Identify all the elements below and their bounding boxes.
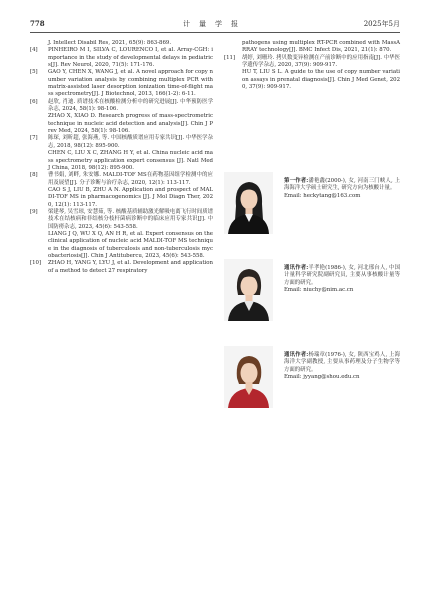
author-role-label: 通讯作者: (284, 265, 309, 271)
reference-text: ZHAO H, YANG Y, LYU J, et al. Development and application of a method to detect 27 respiratory (48, 260, 213, 274)
reference-text-cn: 赵欣, 肖迪. 质谱技术在核酸检测分析中的研究进展[J]. 中华预防医学杂志, 2024, 58(1): 98-106. (48, 98, 213, 113)
page-header (30, 18, 400, 30)
author-photo (224, 172, 273, 234)
reference-text-cn: 梁建琴, 吴雪琼, 安慧茹, 等. 核酸基质辅助激光解吸电离飞行时间质谱技术在结核病和非结核分枝杆菌病诊断中的临床应用专家共识[J]. 中国防痨杂志, 2023, 45(6): 543-558. (48, 208, 213, 230)
header-rule (30, 32, 400, 33)
reference-item (30, 260, 213, 275)
reference-text: J. Intellect Disabil Res, 2021, 65(9): 863-869. (48, 40, 172, 46)
reference-number: [6] (30, 98, 38, 105)
author-profile-corresponding (224, 346, 400, 416)
reference-item (30, 40, 213, 47)
author-portrait-icon (224, 172, 273, 234)
reference-text-en: HU T, LIU S L. A guide to the use of copy number variation assays in prenatal diagnosis[J]. Chin J Med Genet, 2020, 37(9): 909-917. (242, 69, 400, 91)
author-description: 潘艳鑫(2000-), 女, 河南三门峡人, 上海海洋大学硕士研究生, 研究方向为核酸计量。 (284, 178, 400, 192)
author-bio (284, 178, 400, 200)
reference-number: [5] (30, 69, 38, 76)
page-number: 778 (30, 19, 45, 28)
author-email[interactable]: Email: niuchy@nim.ac.cn (284, 287, 354, 294)
reference-item (30, 135, 213, 172)
author-description: 杨瑞章(1976-), 女, 陕西宝鸡人, 上海海洋大学副教授, 主要从事药理及分子生物学等方面的研究。 (284, 352, 400, 373)
reference-text: pathogens using multiplex RT-PCR combined with MassARRAY technology[J]. BMC Infect Dis, 2021, 21(1): 870. (242, 40, 400, 54)
reference-item (30, 172, 213, 209)
reference-item (224, 55, 400, 92)
reference-item (30, 99, 213, 136)
reference-text-en: CHEN C, LIU X C, ZHANG H Y, et al. China nucleic acid mass spectrometry application expert consensus [J]. Natl Med J China, 2018, 98(12): 895-900. (48, 150, 213, 171)
journal-title: 计量学报 (183, 20, 247, 28)
reference-number: [9] (30, 208, 38, 215)
author-portrait-icon (224, 259, 273, 321)
reference-item (224, 40, 400, 55)
reference-item (30, 47, 213, 69)
author-role-label: 第一作者: (284, 178, 309, 184)
author-email[interactable]: Email: heckytang@163.com (284, 192, 361, 199)
reference-text-en: LIANG J Q, WU X Q, AN H R, et al. Expert consensus on the clinical application of nucleic acid MALDI-TOF MS technique in the diagnosis of tuberculosis and non-tuberculosis mycobacteriosis[J]. Chin J Antitubercu, 2023, 45(6): 543-558. (48, 230, 213, 259)
author-profile-corresponding (224, 259, 400, 329)
author-email[interactable]: Email: jyyang@shou.edu.cn (284, 374, 360, 381)
author-profile-first (224, 172, 400, 242)
reference-text: GAO Y, CHEN X, WANG J, et al. A novel approach for copy number variation analysis by combining multiplex PCR with matrix-assisted laser desorption ionization time-of-flight mass spectrometry[J]. J Biotechnol, 2013, 166(1-2): 6-11. (48, 69, 213, 98)
issue-date: 2025年5月 (363, 20, 400, 28)
reference-number: [4] (30, 47, 38, 54)
author-bio (284, 265, 400, 295)
reference-text-en: ZHAO X, XIAO D. Research progress of mass-spectrometric technique in nucleic acid detection and analysis[J]. Chin J Prev Med, 2024, 58(1): 98-106. (48, 113, 213, 135)
reference-number: [7] (30, 135, 38, 142)
reference-text-cn: 曹书娟, 刘畔, 朱安娜. MALDI-TOF MS在药物基因组学检测中的应用及展望[J]. 分子诊断与治疗杂志, 2020, 12(1): 113-117. (48, 172, 213, 186)
reference-number: [10] (30, 260, 42, 267)
reference-text: PINHEIRO M I, SILVA C, LOURENCO I, et al. Array-CGH: importance in the study of developmental delays in pediatrics[J]. Rev Neurol, 2020, 71(5): 171-176. (48, 47, 213, 69)
author-portrait-icon (224, 346, 273, 408)
author-role-label: 通讯作者: (284, 352, 309, 358)
reference-number: [11] (224, 54, 236, 61)
author-bio (284, 352, 400, 382)
right-column-references (224, 40, 400, 91)
author-photo (224, 259, 273, 321)
reference-text-cn: 胡婷, 刘珊玲. 拷贝数变异检测在产前诊断中的应用指南[J]. 中华医学遗传学杂志, 2020, 37(9): 909-917. (242, 54, 400, 69)
author-photo (224, 346, 273, 408)
reference-text-en: CAO S J, LIU B, ZHU A N. Application and prospect of MALDI-TOF MS in pharmacogenomics [J]. J Mol Diagn Ther, 2020, 12(1): 113-117. (48, 186, 213, 208)
left-column-references (30, 40, 213, 275)
reference-text-cn: 陈琛, 刘昕超, 张海燕, 等. 中国核酸质谱应用专家共识[J]. 中华医学杂志, 2018, 98(12): 895-900. (48, 135, 213, 149)
author-description: 半孝艳(1986-), 女, 河北邢台人, 中国计量科学研究院副研究员, 主要从事核酸计量等方面的研究。 (284, 265, 400, 286)
reference-item (30, 209, 213, 260)
reference-number: [8] (30, 172, 38, 179)
reference-item (30, 69, 213, 98)
